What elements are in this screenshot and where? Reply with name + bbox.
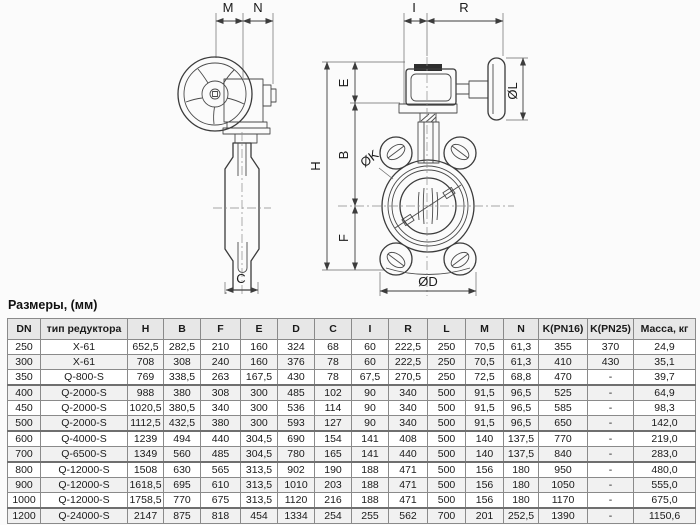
table-cell: 61,3: [504, 340, 539, 355]
table-cell: 500: [428, 385, 466, 401]
table-row: [8, 385, 696, 401]
table-cell: 180: [504, 493, 539, 509]
table-cell: 500: [428, 462, 466, 478]
table-cell: 219,0: [634, 431, 696, 447]
dim-label-b: B: [336, 150, 351, 160]
table-header: [8, 319, 696, 340]
table-cell: 263: [201, 370, 241, 386]
table-cell: 250: [428, 340, 466, 355]
table-cell: 140: [466, 447, 504, 463]
table-cell: 300: [241, 416, 278, 432]
table-cell: 160: [241, 355, 278, 370]
column-header: K(PN25): [588, 319, 634, 340]
table-cell: X-61: [41, 355, 128, 370]
table-cell: 340: [389, 385, 428, 401]
table-cell: 252,5: [504, 508, 539, 524]
table-title: Размеры, (мм): [8, 298, 98, 312]
table-row: [8, 401, 696, 416]
dim-label-m: M: [222, 0, 234, 15]
table-cell: 430: [588, 355, 634, 370]
table-cell: 700: [8, 447, 41, 463]
table-cell: -: [588, 416, 634, 432]
table-cell: 137,5: [504, 431, 539, 447]
table-cell: 70,5: [466, 340, 504, 355]
table-cell: 500: [428, 493, 466, 509]
table-cell: 485: [278, 385, 315, 401]
table-row: [8, 462, 696, 478]
dim-label-h: H: [308, 161, 323, 171]
table-cell: 313,5: [241, 478, 278, 493]
table-cell: 90: [352, 401, 389, 416]
table-cell: 840: [539, 447, 588, 463]
table-cell: 60: [352, 355, 389, 370]
column-header: E: [241, 319, 278, 340]
column-header: тип редуктора: [41, 319, 128, 340]
table-cell: 630: [164, 462, 201, 478]
table-cell: 90: [352, 385, 389, 401]
table-cell: 470: [539, 370, 588, 386]
dim-label-e: E: [336, 78, 351, 88]
table-cell: 1170: [539, 493, 588, 509]
table-cell: 1334: [278, 508, 315, 524]
table-cell: 675: [201, 493, 241, 509]
table-cell: 800: [8, 462, 41, 478]
table-cell: 203: [315, 478, 352, 493]
table-cell: 127: [315, 416, 352, 432]
table-cell: 338,5: [164, 370, 201, 386]
table-cell: 90: [352, 416, 389, 432]
table-row: [8, 493, 696, 509]
column-header: DN: [8, 319, 41, 340]
table-cell: X-61: [41, 340, 128, 355]
right-view: [308, 0, 528, 296]
table-cell: 675,0: [634, 493, 696, 509]
table-cell: 64,9: [634, 385, 696, 401]
table-cell: Q-12000-S: [41, 462, 128, 478]
left-view: [178, 0, 276, 296]
table-cell: 1150,6: [634, 508, 696, 524]
column-header: K(PN16): [539, 319, 588, 340]
table-cell: 137,5: [504, 447, 539, 463]
table-cell: 91,5: [466, 401, 504, 416]
column-header: L: [428, 319, 466, 340]
column-header: N: [504, 319, 539, 340]
table-cell: 70,5: [466, 355, 504, 370]
neck-and-flange: [399, 104, 457, 163]
table-cell: 78: [315, 355, 352, 370]
table-cell: 300: [241, 401, 278, 416]
table-cell: 167,5: [241, 370, 278, 386]
table-cell: Q-24000-S: [41, 508, 128, 524]
table-cell: Q-800-S: [41, 370, 128, 386]
table-cell: 300: [8, 355, 41, 370]
table-cell: 190: [315, 462, 352, 478]
table-cell: 304,5: [241, 447, 278, 463]
table-cell: Q-2000-S: [41, 401, 128, 416]
table-cell: 1349: [128, 447, 164, 463]
dim-label-i: I: [412, 0, 416, 15]
gearbox-front-icon: [406, 58, 505, 120]
table-cell: 400: [8, 385, 41, 401]
table-cell: 650: [539, 416, 588, 432]
table-cell: 1239: [128, 431, 164, 447]
table-cell: 430: [278, 370, 315, 386]
table-row: [8, 340, 696, 355]
table-cell: 141: [352, 447, 389, 463]
column-header: D: [278, 319, 315, 340]
table-cell: 902: [278, 462, 315, 478]
table-cell: -: [588, 401, 634, 416]
table-cell: 250: [8, 340, 41, 355]
column-header: Масса, кг: [634, 319, 696, 340]
table-row: [8, 355, 696, 370]
table-cell: 188: [352, 462, 389, 478]
table-cell: -: [588, 508, 634, 524]
table-cell: 1010: [278, 478, 315, 493]
table-body: [8, 340, 696, 524]
table-cell: 380,5: [164, 401, 201, 416]
table-cell: 471: [389, 493, 428, 509]
table-row: [8, 416, 696, 432]
table-cell: 500: [8, 416, 41, 432]
header-row: [8, 319, 696, 340]
table-cell: 201: [466, 508, 504, 524]
table-cell: 156: [466, 462, 504, 478]
table-cell: Q-12000-S: [41, 493, 128, 509]
table-cell: 900: [8, 478, 41, 493]
table-cell: -: [588, 493, 634, 509]
table-cell: 1200: [8, 508, 41, 524]
handwheel-icon: [178, 57, 252, 131]
table-cell: 188: [352, 493, 389, 509]
table-cell: 222,5: [389, 340, 428, 355]
column-header: I: [352, 319, 389, 340]
table-cell: 1120: [278, 493, 315, 509]
table-cell: 500: [428, 401, 466, 416]
dimensions-table: [7, 318, 696, 524]
table-cell: 91,5: [466, 416, 504, 432]
table-cell: 68: [315, 340, 352, 355]
table-cell: 91,5: [466, 385, 504, 401]
table-cell: 283,0: [634, 447, 696, 463]
table-row: [8, 447, 696, 463]
table-cell: 708: [128, 355, 164, 370]
table-cell: 156: [466, 493, 504, 509]
dim-label-ol: ØL: [505, 82, 520, 100]
table-cell: 240: [201, 355, 241, 370]
column-header: M: [466, 319, 504, 340]
column-header: R: [389, 319, 428, 340]
handwheel-edge-icon: [488, 58, 505, 120]
table-cell: 494: [164, 431, 201, 447]
table-cell: 585: [539, 401, 588, 416]
table-cell: 96,5: [504, 401, 539, 416]
table-cell: Q-12000-S: [41, 478, 128, 493]
table-cell: 313,5: [241, 462, 278, 478]
table-cell: 188: [352, 478, 389, 493]
table-cell: 300: [241, 385, 278, 401]
table-cell: 1390: [539, 508, 588, 524]
table-cell: 39,7: [634, 370, 696, 386]
table-cell: 480,0: [634, 462, 696, 478]
dim-label-f: F: [336, 234, 351, 242]
table-cell: 536: [278, 401, 315, 416]
table-cell: 562: [389, 508, 428, 524]
table-cell: 140: [466, 431, 504, 447]
table-cell: 454: [241, 508, 278, 524]
table-cell: 35,1: [634, 355, 696, 370]
table-cell: 988: [128, 385, 164, 401]
table-cell: 254: [315, 508, 352, 524]
table-cell: 340: [201, 401, 241, 416]
table-cell: 141: [352, 431, 389, 447]
table-cell: 1618,5: [129, 478, 162, 491]
table-cell: 440: [389, 447, 428, 463]
table-cell: 216: [315, 493, 352, 509]
table-cell: 690: [278, 431, 315, 447]
column-header: B: [164, 319, 201, 340]
table-cell: 600: [8, 431, 41, 447]
table-cell: 770: [164, 493, 201, 509]
table-cell: 376: [278, 355, 315, 370]
table-cell: 142,0: [634, 416, 696, 432]
table-cell: 340: [389, 416, 428, 432]
table-cell: 250: [428, 355, 466, 370]
dim-label-od: ØD: [418, 274, 438, 289]
table-cell: 695: [164, 478, 201, 493]
table-cell: 471: [389, 462, 428, 478]
table-cell: 593: [278, 416, 315, 432]
table-cell: 308: [164, 355, 201, 370]
table-cell: -: [588, 370, 634, 386]
table-cell: -: [588, 447, 634, 463]
table-cell: 72,5: [466, 370, 504, 386]
table-cell: 68,8: [504, 370, 539, 386]
table-cell: 610: [201, 478, 241, 493]
table-row: [8, 508, 696, 524]
table-cell: -: [588, 478, 634, 493]
table-cell: 525: [539, 385, 588, 401]
table-cell: 165: [315, 447, 352, 463]
dim-label-c: C: [236, 271, 246, 286]
table-cell: 78: [315, 370, 352, 386]
table-cell: 1112,5: [128, 416, 164, 432]
table-cell: 471: [389, 478, 428, 493]
table-cell: 485: [201, 447, 241, 463]
table-cell: 500: [428, 431, 466, 447]
table-cell: 380: [164, 385, 201, 401]
table-row: [8, 478, 696, 493]
table-cell: 160: [241, 340, 278, 355]
table-cell: 250: [428, 370, 466, 386]
table-cell: 1758,5: [128, 493, 164, 509]
table-cell: 308: [201, 385, 241, 401]
table-cell: 432,5: [164, 416, 201, 432]
table-cell: 770: [539, 431, 588, 447]
table-cell: 24,9: [634, 340, 696, 355]
table-cell: Q-2000-S: [41, 385, 128, 401]
table-row: [8, 431, 696, 447]
table-cell: 222,5: [389, 355, 428, 370]
column-header: C: [315, 319, 352, 340]
table-cell: 1508: [128, 462, 164, 478]
table-cell: 210: [201, 340, 241, 355]
table-cell: 96,5: [504, 385, 539, 401]
table-cell: 380: [201, 416, 241, 432]
table-cell: 500: [428, 416, 466, 432]
table-cell: 313,5: [241, 493, 278, 509]
column-header: H: [128, 319, 164, 340]
table-cell: 1000: [8, 493, 41, 509]
table-cell: 565: [201, 462, 241, 478]
table-cell: 156: [466, 478, 504, 493]
table-cell: 324: [278, 340, 315, 355]
table-cell: 818: [201, 508, 241, 524]
table-cell: 780: [278, 447, 315, 463]
table-cell: 875: [164, 508, 201, 524]
column-header: F: [201, 319, 241, 340]
table-cell: 180: [504, 478, 539, 493]
dim-label-r: R: [459, 0, 469, 15]
table-cell: 652,5: [128, 340, 164, 355]
dim-label-n: N: [253, 0, 263, 15]
table-cell: 555,0: [634, 478, 696, 493]
table-cell: 500: [428, 447, 466, 463]
table-cell: 270,5: [389, 370, 428, 386]
table-cell: 769: [128, 370, 164, 386]
table-cell: 560: [164, 447, 201, 463]
table-cell: 950: [539, 462, 588, 478]
table-cell: Q-2000-S: [41, 416, 128, 432]
table-cell: -: [588, 431, 634, 447]
table-cell: 67,5: [352, 370, 389, 386]
table-cell: 61,3: [504, 355, 539, 370]
table-cell: Q-4000-S: [41, 431, 128, 447]
table-cell: 98,3: [634, 401, 696, 416]
table-cell: 355: [539, 340, 588, 355]
table-cell: 255: [352, 508, 389, 524]
table-cell: 154: [315, 431, 352, 447]
table-cell: 96,5: [504, 416, 539, 432]
table-cell: -: [588, 462, 634, 478]
table-cell: 350: [8, 370, 41, 386]
table-cell: 180: [504, 462, 539, 478]
table-cell: 500: [428, 478, 466, 493]
table-cell: 1020,5: [129, 401, 162, 414]
table-cell: 450: [8, 401, 41, 416]
table-cell: 102: [315, 385, 352, 401]
table-cell: 440: [201, 431, 241, 447]
table-cell: 1050: [539, 478, 588, 493]
table-cell: 304,5: [241, 431, 278, 447]
table-cell: -: [588, 385, 634, 401]
table-cell: 2147: [128, 508, 164, 524]
table-cell: 60: [352, 340, 389, 355]
dim-label-ok: ØK: [357, 146, 382, 171]
table-cell: Q-6500-S: [41, 447, 128, 463]
table-cell: 370: [588, 340, 634, 355]
gearbox-side-icon: [223, 79, 276, 143]
table-cell: 114: [315, 401, 352, 416]
table-row: [8, 370, 696, 386]
table-cell: 408: [389, 431, 428, 447]
table-cell: 410: [539, 355, 588, 370]
table-cell: 700: [428, 508, 466, 524]
table-cell: 340: [389, 401, 428, 416]
table-cell: 282,5: [164, 340, 201, 355]
